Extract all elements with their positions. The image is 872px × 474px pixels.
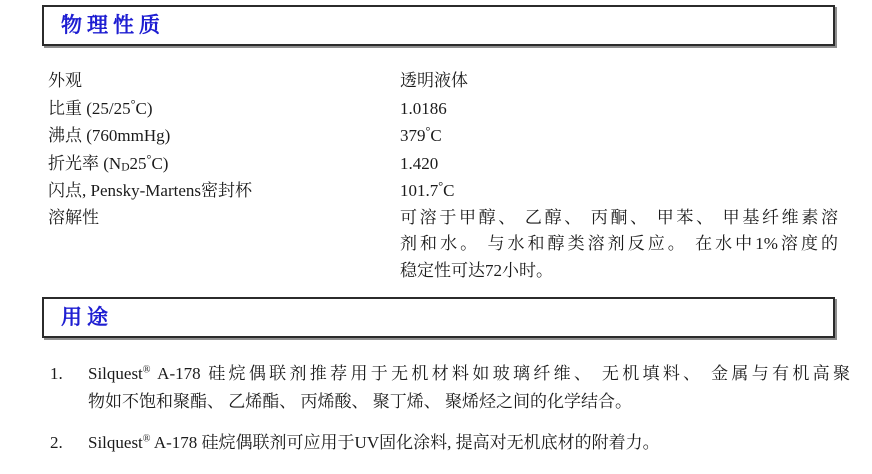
property-label: 闪点, Pensky-Martens密封杯: [48, 181, 252, 200]
property-row-flash-point: [48, 177, 836, 205]
brand-name: Silquest: [88, 364, 143, 383]
property-label: 比重 (25/25°C): [48, 96, 153, 118]
list-item-line: [88, 429, 850, 457]
list-item-line: 物如不饱和聚酯、 乙烯酯、 丙烯酸、 聚丁烯、 聚烯烃之间的化学结合。: [88, 391, 632, 411]
list-number: 1.: [50, 364, 63, 383]
registered-trademark-symbol: ®: [142, 364, 151, 376]
list-item-text: [88, 429, 850, 457]
property-value: 透明液体: [400, 71, 468, 90]
solubility-line: 剂和水。 与水和醇类溶剂反应。 在水中1%溶度的: [400, 234, 838, 253]
list-item-line: [88, 360, 850, 388]
uses-header-box: [42, 297, 835, 338]
physical-properties-table: [48, 67, 836, 284]
property-value: 101.7°C: [400, 178, 455, 200]
label-pre: 折光率 (N: [48, 153, 122, 173]
property-label: 沸点 (760mmHg): [48, 126, 171, 145]
use-list-item: [50, 360, 850, 415]
property-row-appearance: [48, 67, 836, 95]
uses-list: [50, 360, 850, 457]
property-value: 1.0186: [400, 98, 447, 118]
registered-trademark-symbol: ®: [142, 433, 151, 445]
brand-name: Silquest: [88, 433, 143, 452]
property-value-multiline: [400, 205, 838, 285]
list-item-line-text: A-178 硅烷偶联剂可应用于UV固化涂料, 提高对无机底材的附着力。: [150, 433, 660, 452]
property-row-boiling-point: [48, 122, 836, 150]
use-list-item: [50, 429, 850, 457]
property-label: 外观: [48, 71, 82, 90]
list-item-text: [88, 360, 850, 415]
property-label: 溶解性: [48, 207, 99, 227]
list-number: 2.: [50, 433, 63, 452]
physical-properties-header-box: [42, 5, 835, 46]
list-item-line-text: A-178 硅烷偶联剂推荐用于无机材料如玻璃纤维、 无机填料、 金属与有机高聚: [150, 364, 850, 383]
label-post: 25°C): [129, 151, 169, 173]
solubility-line: 稳定性可达72小时。: [400, 260, 553, 280]
property-value: 1.420: [400, 153, 439, 173]
section-title-uses: 用途: [61, 305, 113, 329]
label-subscript-d: D: [121, 159, 130, 173]
property-row-specific-gravity: [48, 95, 836, 123]
property-row-refractive-index: [48, 150, 836, 178]
property-row-solubility: [48, 205, 836, 285]
solubility-line: 可溶于甲醇、 乙醇、 丙酮、 甲苯、 甲基纤维素溶: [400, 207, 838, 227]
property-label: [48, 150, 400, 178]
property-value: 379°C: [400, 123, 442, 145]
section-title-physical-properties: 物理性质: [61, 13, 165, 37]
